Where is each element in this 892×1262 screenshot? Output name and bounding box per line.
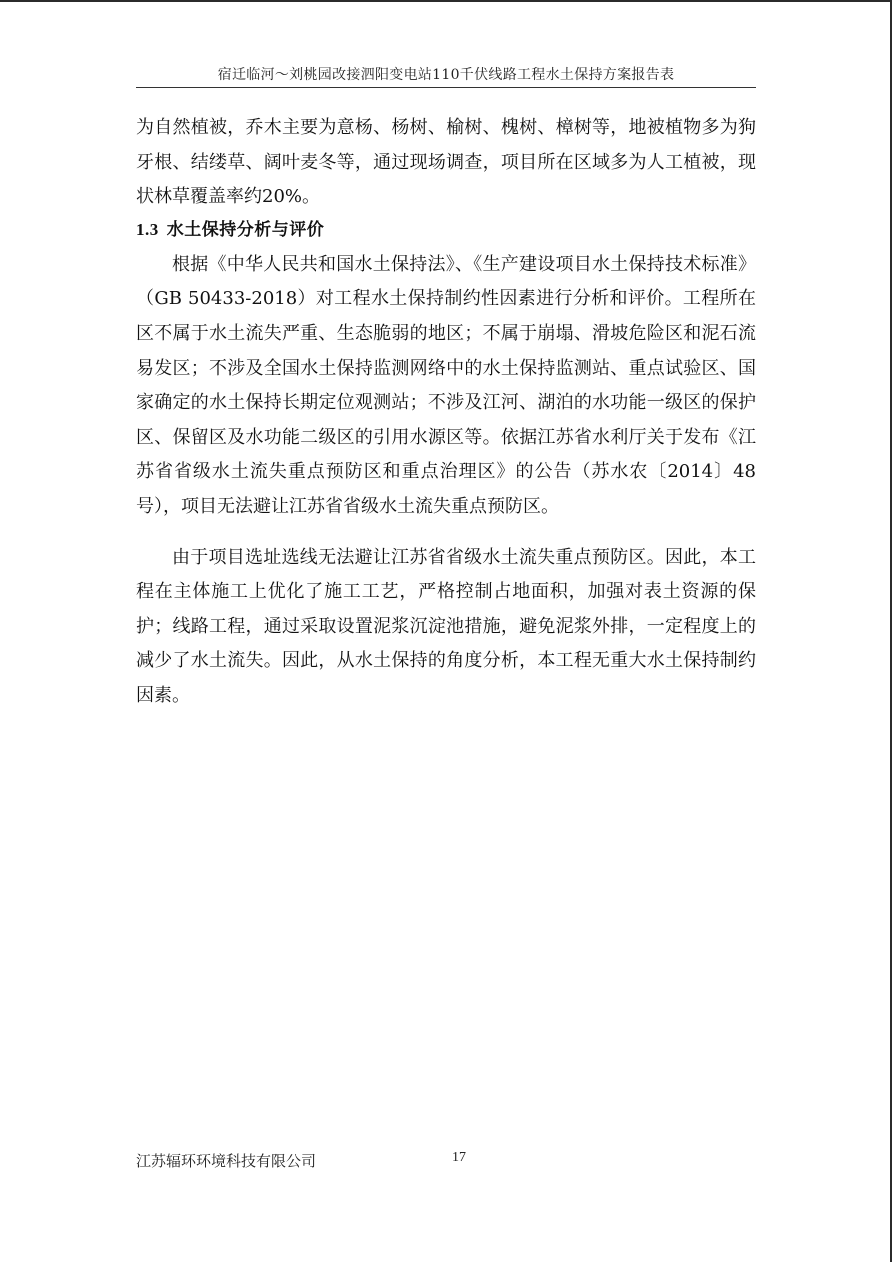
section-number: 1.3 (136, 219, 159, 239)
running-header: 宿迁临河～刘桃园改接泗阳变电站110千伏线路工程水土保持方案报告表 (217, 67, 675, 83)
page-border-top (0, 0, 892, 2)
paragraph-continuation: 为自然植被，乔木主要为意杨、杨树、榆树、槐树、樟树等，地被植物多为狗牙根、结缕草、阔叶麦冬等，通过现场调查，项目所在区域多为人工植被，现状林草覆盖率约20%。 (136, 117, 756, 208)
section-title: 水土保持分析与评价 (166, 219, 325, 240)
paragraph-constraint-analysis: 根据《中华人民共和国水土保持法》、《生产建设项目水土保持技术标准》（GB 50433-2018）对工程水土保持制约性因素进行分析和评价。工程所在区不属于水土流失严重、生态脆弱的地区；不属于崩塌、滑坡危险区和泥石流易发区；不涉及全国水土保持监测网络中的水土保持监测站、重点试验区、国家确定的水土保持长期定位观测站；不涉及江河、湖泊的水功能一级区的保护区、保留区及水功能二级区的引用水源区等。依据江苏省水利厅关于发布《江苏省省级水土流失重点预防区和重点治理区》的公告（苏水农〔2014〕48号），项目无法避让江苏省省级水土流失重点预防区。 (136, 253, 756, 517)
section-heading (136, 215, 756, 248)
header-rule (136, 87, 756, 88)
document-body (136, 111, 756, 714)
page-number: 17 (452, 1150, 466, 1165)
footer-company: 江苏辐环环境科技有限公司 (136, 1152, 317, 1170)
paragraph-spacer (136, 525, 756, 541)
paragraph-conclusion: 由于项目选址选线无法避让江苏省省级水土流失重点预防区。因此，本工程在主体施工上优化了施工工艺，严格控制占地面积，加强对表土资源的保护；线路工程，通过采取设置泥浆沉淀池措施，避免泥浆外排，一定程度上的减少了水土流失。因此，从水土保持的角度分析，本工程无重大水土保持制约因素。 (136, 546, 756, 706)
